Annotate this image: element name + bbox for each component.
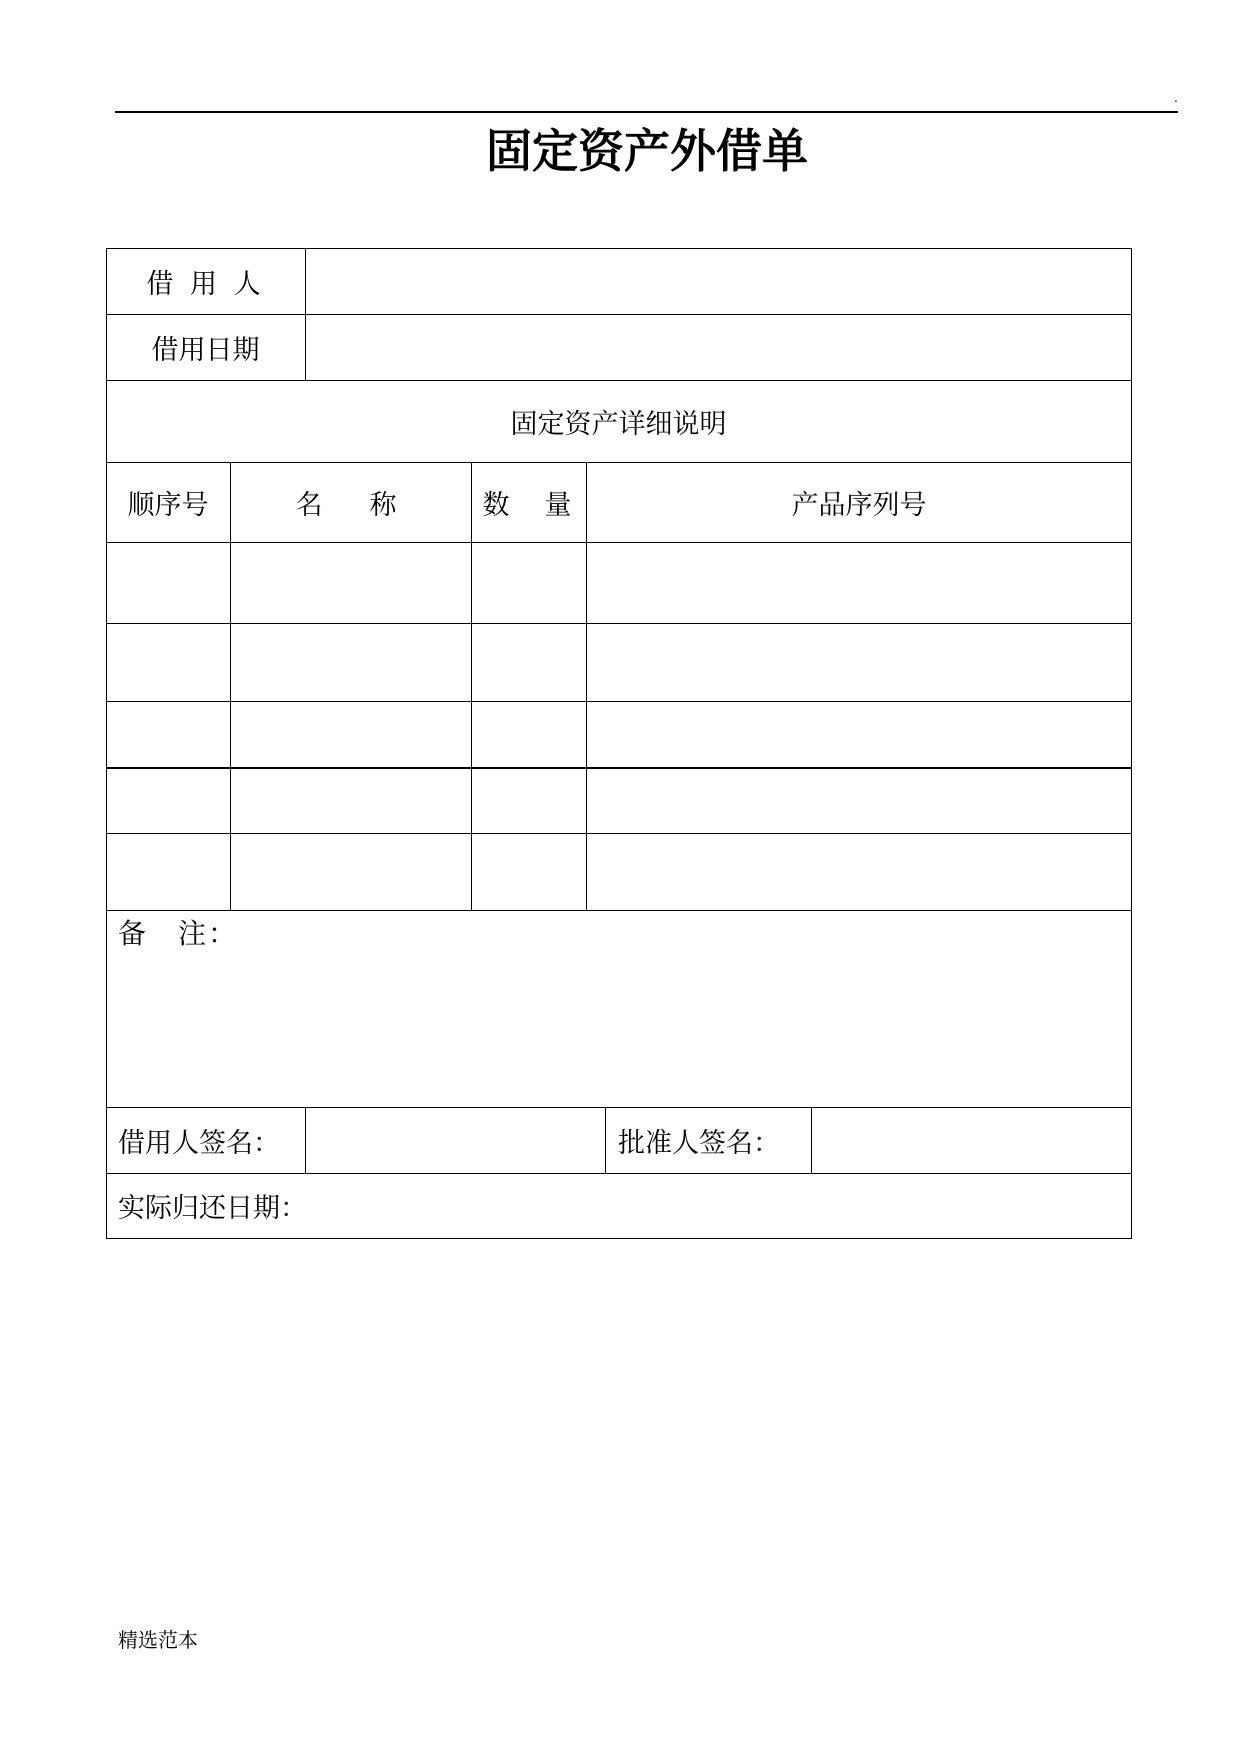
row4-name-cell[interactable] [231,769,471,833]
table-border-right [1131,248,1132,1239]
borrower-sign-field[interactable] [306,1108,605,1173]
row1-serial-cell[interactable] [587,542,1131,623]
borrow-date-label: 借用日期 [151,334,260,366]
remarks-label: 备 注： [118,917,239,950]
row2-seq-cell[interactable] [106,623,230,701]
row1-seq-cell[interactable] [106,542,230,623]
row3-seq-cell[interactable] [106,701,230,767]
column-header-seq: 顺序号 [127,489,209,521]
row5-name-cell[interactable] [231,833,471,910]
detail-heading: 固定资产详细说明 [510,408,727,440]
row1-qty-cell[interactable] [472,542,586,623]
remarks-field[interactable] [107,954,1131,1107]
row2-qty-cell[interactable] [472,623,586,701]
column-header-name: 名 称 [295,489,407,521]
table-border-bottom [106,1238,1131,1239]
column-header-qty: 数 量 [482,489,576,521]
row5-seq-cell[interactable] [106,833,230,910]
approver-sign-label: 批准人签名： [618,1127,780,1159]
header-rule [115,111,1178,113]
row1-name-cell[interactable] [231,542,471,623]
return-date-label: 实际归还日期： [118,1193,307,1224]
column-header-serial: 产品序列号 [791,489,927,521]
row2-name-cell[interactable] [231,623,471,701]
row4-seq-cell[interactable] [106,769,230,833]
borrow-date-field[interactable] [306,314,1131,380]
approver-sign-field[interactable] [812,1108,1131,1173]
row5-qty-cell[interactable] [472,833,586,910]
row3-serial-cell[interactable] [587,701,1131,767]
row4-serial-cell[interactable] [587,769,1131,833]
table-rule [106,910,1131,911]
row3-name-cell[interactable] [231,701,471,767]
borrower-sign-label: 借用人签名： [118,1127,280,1159]
row2-serial-cell[interactable] [587,623,1131,701]
asset-loan-form [106,248,1131,1238]
page-title: 固定资产外借单 [486,124,808,178]
return-date-field[interactable] [406,1174,1131,1238]
header-mark: . [1174,91,1178,105]
row3-qty-cell[interactable] [472,701,586,767]
borrower-label: 借 用 人 [146,268,265,300]
borrower-field[interactable] [306,248,1131,314]
row5-serial-cell[interactable] [587,833,1131,910]
footer-text: 精选范本 [118,1628,198,1652]
row4-qty-cell[interactable] [472,769,586,833]
